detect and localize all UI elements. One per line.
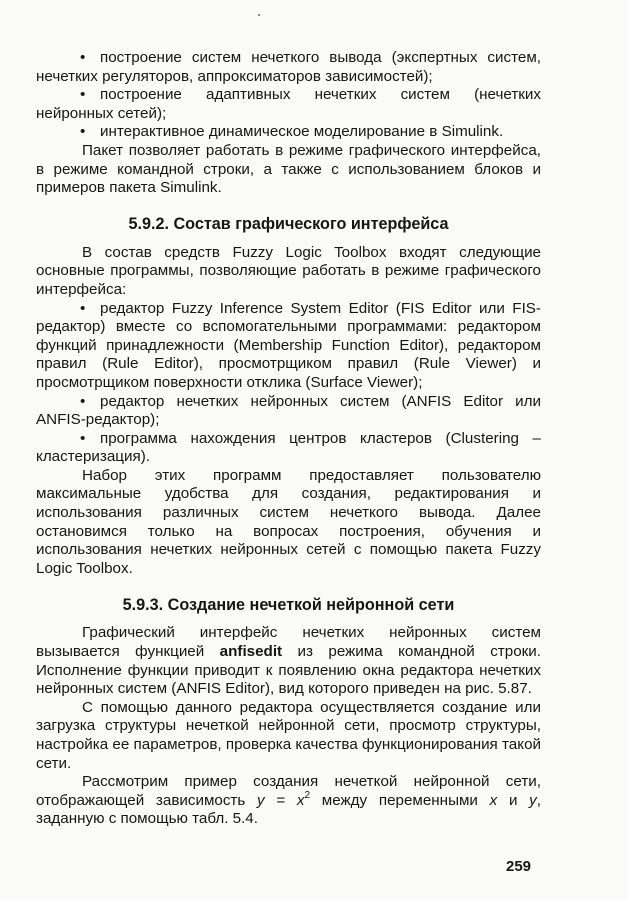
intro-paragraph: Пакет позволяет работать в режиме графического интерфейса, в режиме командной строки, а также с использованием блоков и примеров пакета Simulink. xyxy=(36,141,541,197)
variable-y: y xyxy=(529,791,537,809)
page-number: 259 xyxy=(506,858,532,875)
section-heading-593: 5.9.3. Создание нечеткой нейронной сети xyxy=(122,596,455,615)
bullet-text: построение адаптивных нечетких систем (нечетких нейронных сетей); xyxy=(36,86,541,122)
bullet-text: программа нахождения центров кластеров (Clustering – кластеризация). xyxy=(36,429,541,466)
bullet-item xyxy=(36,430,541,467)
function-name: anfisedit xyxy=(219,643,283,661)
page-body xyxy=(36,49,541,829)
bullet-text: интерактивное динамическое моделирование в Simulink. xyxy=(100,123,504,141)
bullet-mark: • xyxy=(80,429,86,447)
section-593-paragraph-2: С помощью данного редактора осуществляется создание или загрузка структуры нечеткой нейронной сети, просмотр структуры, настройка ее параметров, проверка качества функционирования такой сети. xyxy=(36,698,541,772)
section-592-lead: В состав средств Fuzzy Logic Toolbox входят следующие основные программы, позволяющие работать в режиме графического интерфейса: xyxy=(36,243,541,298)
bullet-item xyxy=(36,300,541,393)
text-run: , заданную с помощью табл. 5.4. xyxy=(36,791,541,828)
bullet-mark: • xyxy=(80,392,86,410)
variable-y: y xyxy=(257,791,265,809)
scan-speck xyxy=(258,14,260,16)
bullet-item xyxy=(36,123,541,142)
exponent: 2 xyxy=(304,789,311,801)
bullet-text: редактор Fuzzy Inference System Editor (FIS Editor или FIS-редактор) вместе со вспомогательными программами: редактором функций принадлежности (Membership Function Editor), редактором правил (Rule Editor), просмотрщиком правил (Rule Viewer) и просмотрщиком поверхности отклика (Surface Viewer); xyxy=(36,299,541,391)
text-run: = xyxy=(264,791,297,809)
variable-x: x xyxy=(489,791,498,809)
text-run: Рассмотрим пример создания нечеткой нейронной сети, отображающей зависимость xyxy=(36,773,541,809)
section-593-paragraph-3 xyxy=(36,773,541,829)
section-593-paragraph-1 xyxy=(36,624,541,698)
bullet-mark: • xyxy=(80,86,86,104)
bullet-text: построение систем нечеткого вывода (экспертных систем, нечетких регуляторов, аппроксиматоров зависимостей); xyxy=(36,49,541,85)
text-run: из режима командной строки. Исполнение функции приводит к появлению окна редактора нечетких нейронных систем (ANFIS Editor), вид которого приведен на рис. 5.87. xyxy=(36,643,541,698)
text-run: Графический интерфейс нечетких нейронных систем вызывается функцией xyxy=(36,624,541,661)
text-run: и xyxy=(497,791,530,809)
bullet-item xyxy=(36,86,541,123)
variable-x: x xyxy=(296,791,305,809)
text-run: между переменными xyxy=(310,791,490,809)
bullet-mark: • xyxy=(80,123,86,141)
section-592-closing: Набор этих программ предоставляет пользователю максимальные удобства для создания, редактирования и использования различных систем нечеткого вывода. Далее остановимся только на вопросах построения, обучения и использования нечетких нейронных сетей с помощью пакета Fuzzy Logic Toolbox. xyxy=(36,466,541,577)
bullet-mark: • xyxy=(80,49,86,66)
bullet-mark: • xyxy=(80,299,86,317)
bullet-item xyxy=(36,49,541,86)
bullet-item xyxy=(36,393,541,430)
bullet-text: редактор нечетких нейронных систем (ANFIS Editor или ANFIS-редактор); xyxy=(36,392,541,429)
section-heading-592: 5.9.2. Состав графического интерфейса xyxy=(128,214,449,233)
